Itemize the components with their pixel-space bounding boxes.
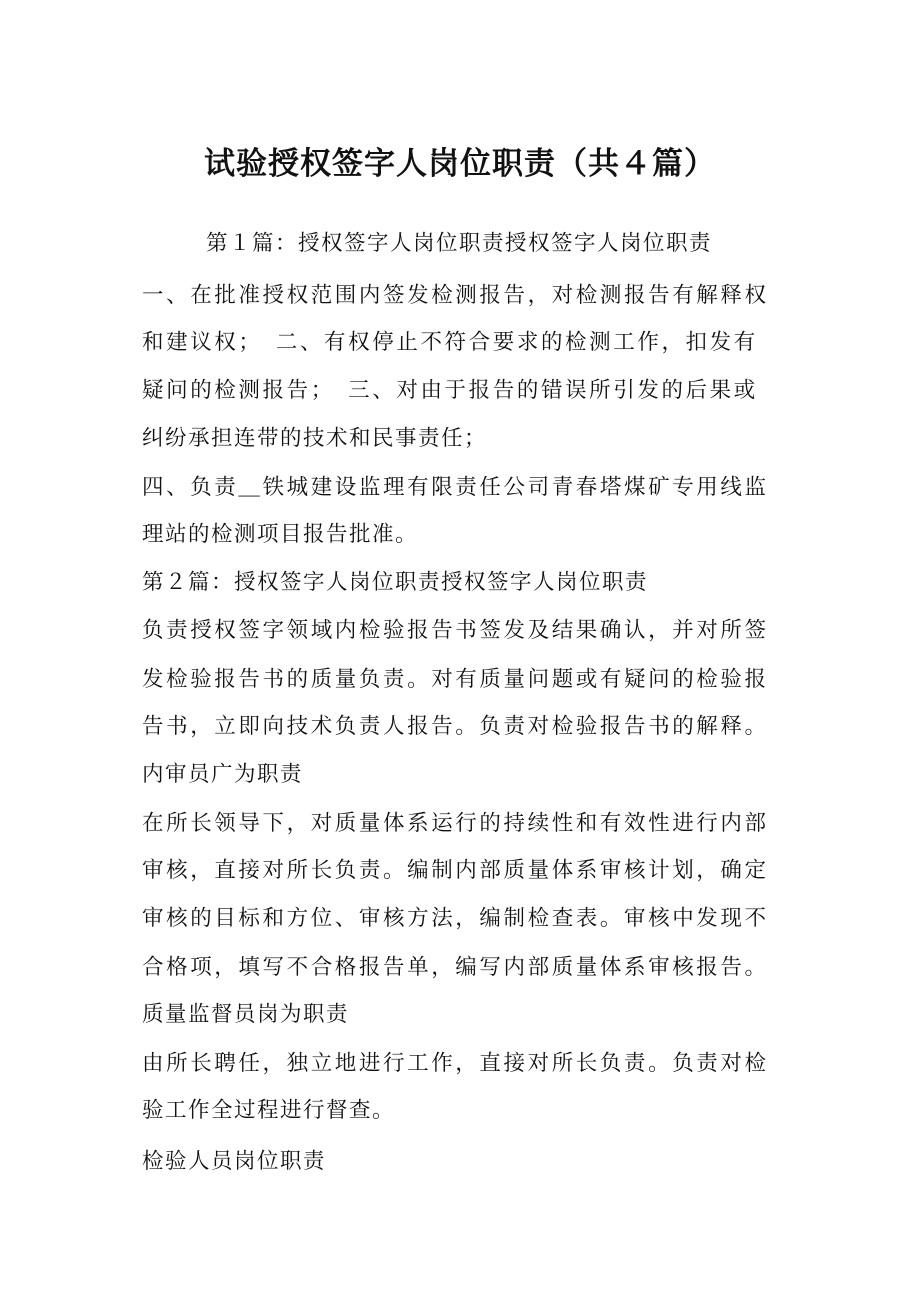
paragraph-line: 一、在批准授权范围内签发检测报告，对检测报告有解释权	[142, 283, 769, 308]
paragraph-line: 纠纷承担连带的技术和民事责任；	[142, 426, 488, 451]
subheading: 内审员广为职责	[142, 762, 304, 787]
paragraph-line: 发检验报告书的质量负责。对有质量问题或有疑问的检验报	[142, 667, 769, 692]
section-2-heading: 第２篇：授权签字人岗位职责授权签字人岗位职责	[142, 570, 649, 595]
paragraph-line: 和建议权； 二、有权停止不符合要求的检测工作，扣发有	[142, 330, 758, 355]
paragraph-line: 验工作全过程进行督查。	[142, 1098, 396, 1123]
paragraph-line: 审核，直接对所长负责。编制内部质量体系审核计划，确定	[142, 858, 769, 883]
paragraph-line: 审核的目标和方位、审核方法，编制检查表。审核中发现不	[142, 906, 769, 931]
subheading: 检验人员岗位职责	[142, 1149, 327, 1174]
paragraph-line: 告书，立即向技术负责人报告。负责对检验报告书的解释。	[142, 714, 769, 739]
paragraph-line: 由所长聘任，独立地进行工作，直接对所长负责。负责对检	[142, 1051, 769, 1076]
paragraph-line: 疑问的检测报告； 三、对由于报告的错误所引发的后果或	[142, 378, 758, 403]
paragraph-line: 合格项，填写不合格报告单，编写内部质量体系审核报告。	[142, 955, 769, 980]
section-1-heading: 第１篇：授权签字人岗位职责授权签字人岗位职责	[206, 231, 713, 256]
paragraph-line: 四、负责＿铁城建设监理有限责任公司青春塔煤矿专用线监	[142, 475, 769, 500]
paragraph-line: 理站的检测项目报告批准。	[142, 522, 419, 547]
document-title: 试验授权签字人岗位职责（共４篇）	[204, 146, 716, 182]
paragraph-line: 在所长领导下，对质量体系运行的持续性和有效性进行内部	[142, 811, 769, 836]
subheading: 质量监督员岗为职责	[142, 1002, 350, 1027]
paragraph-line: 负责授权签字领域内检验报告书签发及结果确认，并对所签	[142, 618, 769, 643]
